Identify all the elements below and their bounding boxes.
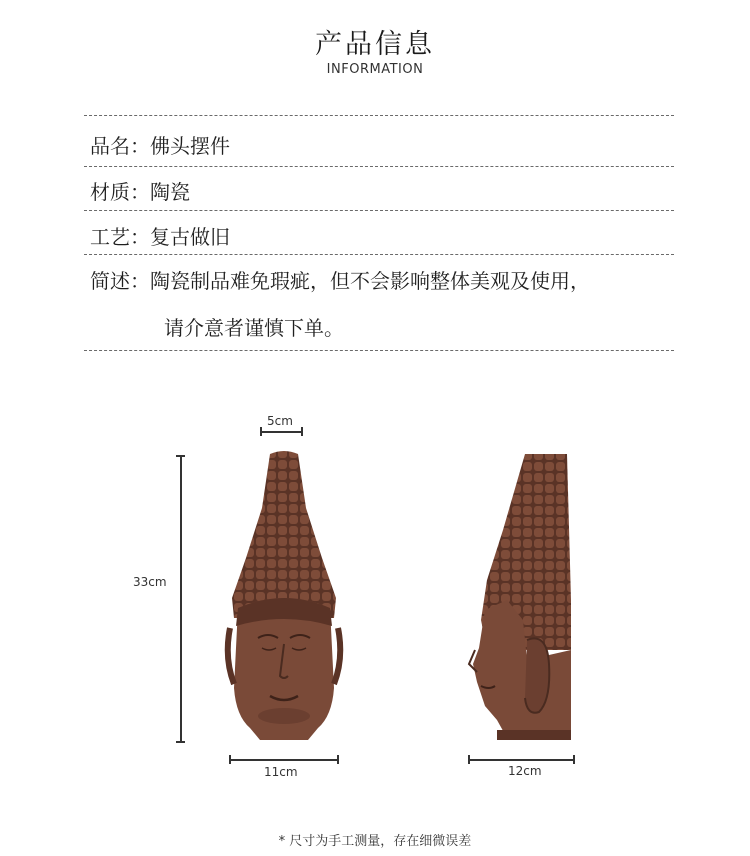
divider bbox=[84, 166, 674, 167]
info-row-name bbox=[90, 130, 230, 159]
tick bbox=[229, 755, 231, 764]
info-value: 陶瓷制品难免瑕疵，但不会影响整体美观及使用， bbox=[150, 269, 590, 293]
divider bbox=[84, 115, 674, 116]
divider bbox=[84, 254, 674, 255]
buddha-head-side-image bbox=[467, 450, 575, 746]
front-width-label: 11cm bbox=[264, 765, 298, 779]
buddha-head-front-image bbox=[222, 448, 346, 744]
info-value: 陶瓷 bbox=[150, 180, 190, 204]
side-width-label: 12cm bbox=[508, 764, 542, 778]
height-line bbox=[180, 455, 182, 742]
tick bbox=[337, 755, 339, 764]
measurement-footnote: * 尺寸为手工测量，存在细微误差 bbox=[278, 834, 472, 849]
info-row-material bbox=[90, 176, 190, 205]
info-value: 复古做旧 bbox=[150, 225, 230, 249]
top-width-label: 5cm bbox=[267, 414, 293, 428]
tick bbox=[260, 427, 262, 436]
info-key: 材质： bbox=[90, 180, 150, 204]
side-width-line bbox=[468, 759, 574, 761]
info-key: 简述： bbox=[90, 269, 150, 293]
tick bbox=[176, 741, 185, 743]
info-row-description bbox=[90, 265, 590, 294]
tick bbox=[301, 427, 303, 436]
height-label: 33cm bbox=[133, 575, 167, 589]
top-width-line bbox=[260, 431, 302, 433]
info-value: 佛头摆件 bbox=[150, 134, 230, 158]
info-description-continuation: 请介意者谨慎下单。 bbox=[164, 316, 344, 340]
tick bbox=[468, 755, 470, 764]
tick bbox=[176, 455, 185, 457]
page-title: 产品信息 bbox=[315, 29, 435, 60]
info-row-craft bbox=[90, 221, 230, 250]
divider bbox=[84, 210, 674, 211]
front-width-line bbox=[229, 759, 338, 761]
info-key: 品名： bbox=[90, 134, 150, 158]
page-subtitle: INFORMATION bbox=[326, 62, 424, 77]
info-key: 工艺： bbox=[90, 225, 150, 249]
tick bbox=[573, 755, 575, 764]
divider bbox=[84, 350, 674, 351]
